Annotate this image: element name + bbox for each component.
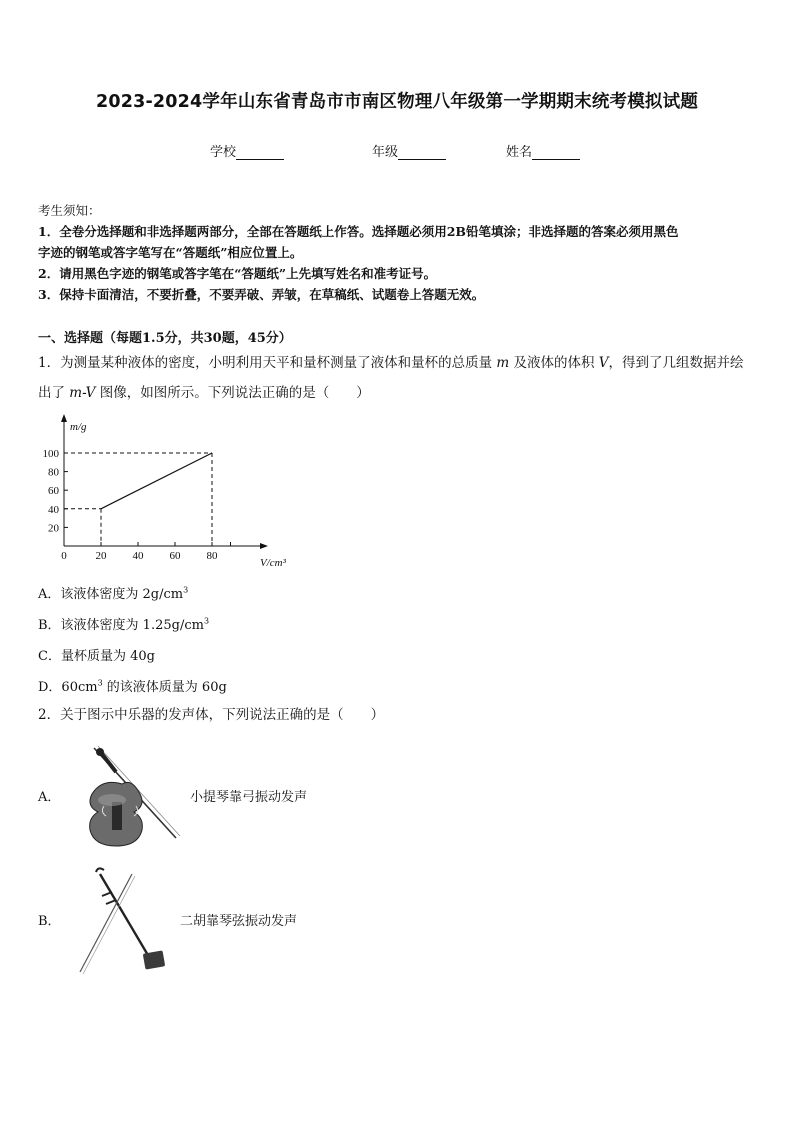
grade-blank: [398, 146, 446, 160]
option-d-text-pre: D．60cm: [38, 680, 98, 695]
q1-option-c[interactable]: [38, 645, 155, 664]
q1-option-b[interactable]: [38, 614, 209, 633]
school-blank: [236, 146, 284, 160]
x-axis-arrow: [260, 543, 268, 549]
option-b-sup: 3: [203, 616, 210, 626]
y-axis-arrow: [61, 414, 67, 422]
q1-text: 及液体的体积: [509, 355, 599, 371]
option-a-sup: 3: [183, 585, 189, 595]
notice-heading: 考生须知：: [38, 203, 101, 218]
option-d-text-post: 的该液体质量为 60g: [102, 680, 227, 695]
q2-option-a-text: 小提琴靠弓振动发声: [190, 790, 308, 805]
q2-option-b-text: 二胡靠琴弦振动发声: [180, 914, 298, 929]
grade-field: [372, 141, 446, 160]
name-blank: [532, 146, 580, 160]
page-title: 2023-2024学年山东省青岛市市南区物理八年级第一学期期末统考模拟试题: [95, 92, 699, 112]
name-field: [506, 141, 580, 160]
y-axis-label: m/g: [70, 421, 87, 433]
grade-label: 年级: [372, 145, 399, 160]
school-field: [210, 141, 284, 160]
notice-item: 1．全卷分选择题和非选择题两部分，全部在答题纸上作答。选择题必须用2B铅笔填涂；非选择题的答案必须用黑色: [38, 224, 679, 239]
y-tick-label: 20: [48, 522, 59, 535]
q1-var-m: m: [496, 355, 510, 371]
name-label: 姓名: [506, 145, 533, 160]
q1-text: ，得到了几组数据并绘: [608, 355, 744, 371]
q2-option-a-letter[interactable]: A．: [38, 790, 61, 805]
option-c-text: C．量杯质量为 40g: [38, 649, 155, 664]
y-tick-label: 60: [48, 485, 59, 498]
x-tick-label: 20: [95, 550, 107, 562]
q2-stem: 2．关于图示中乐器的发声体，下列说法正确的是（ ）: [38, 707, 385, 723]
x-tick-label: 40: [132, 550, 144, 562]
notice-item: 字迹的钢笔或答字笔写在“答题纸”相应位置上。: [38, 245, 303, 260]
x-axis-label: V/cm³: [260, 557, 286, 569]
data-line: [101, 453, 212, 509]
notice-item: 3．保持卡面清洁，不要折叠，不要弄破、弄皱，在草稿纸、试题卷上答题无效。: [38, 287, 485, 302]
x-tick-label: 80: [206, 550, 218, 562]
q1-stem: [38, 348, 758, 378]
violin-image: [64, 742, 184, 850]
erhu-image: [72, 866, 176, 978]
option-a-text: A．该液体密度为 2g/cm: [38, 587, 184, 602]
notice-item: 2．请用黑色字迹的钢笔或答字笔在“答题纸”上先填写姓名和准考证号。: [38, 266, 437, 281]
school-label: 学校: [210, 145, 237, 160]
q1-option-a[interactable]: [38, 583, 188, 602]
y-tick-label: 100: [42, 448, 59, 460]
q1-var-mv: m-V: [69, 385, 96, 401]
q1-var-v: V: [598, 355, 609, 371]
q1-text: 图像，如图所示。下列说法正确的是（ ）: [95, 385, 370, 401]
x-tick-label: 60: [169, 550, 181, 562]
x-tick-label: 0: [61, 550, 67, 562]
y-tick-label: 40: [48, 503, 59, 516]
q1-text: 1．为测量某种液体的密度，小明利用天平和量杯测量了液体和量杯的总质量: [38, 355, 497, 371]
q1-option-d[interactable]: [38, 676, 227, 695]
q1-text: 出了: [38, 385, 70, 401]
q1-stem-line2: [38, 378, 758, 408]
option-d-sup: 3: [97, 678, 103, 688]
section-heading: 一、选择题（每题1.5分，共30题，45分）: [38, 331, 292, 346]
option-b-text: B．该液体密度为 1.25g/cm: [38, 618, 204, 633]
q2-option-b-letter[interactable]: B．: [38, 914, 61, 929]
mv-chart: [30, 412, 300, 572]
y-tick-label: 80: [48, 466, 59, 479]
